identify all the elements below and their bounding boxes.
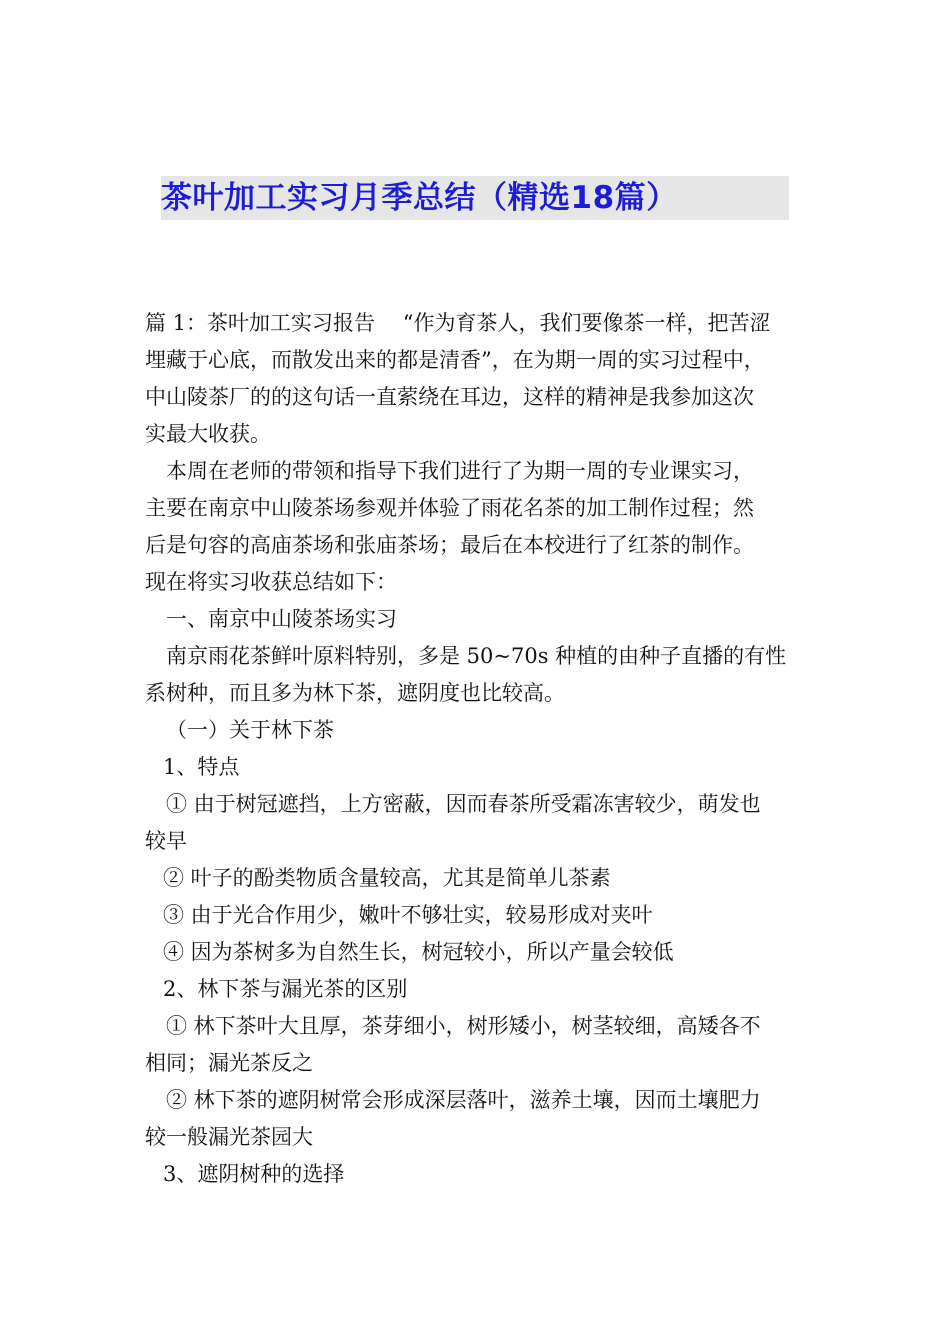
body-line: 南京雨花茶鲜叶原料特别，多是 50~70s 种植的由种子直播的有性 — [166, 644, 787, 668]
document-title: 茶叶加工实习月季总结（精选18篇） — [161, 180, 678, 216]
body-line: 主要在南京中山陵茶场参观并体验了雨花名茶的加工制作过程；然 — [145, 496, 754, 520]
body-line: 较一般漏光茶园大 — [145, 1125, 313, 1149]
body-line: 3、遮阴树种的选择 — [163, 1162, 345, 1186]
body-line: ④ 因为茶树多为自然生长，树冠较小，所以产量会较低 — [163, 940, 674, 964]
body-line: ③ 由于光合作用少，嫩叶不够壮实，较易形成对夹叶 — [163, 903, 653, 927]
body-line: ① 林下茶叶大且厚，茶芽细小，树形矮小，树茎较细，高矮各不 — [166, 1014, 761, 1038]
body-line: （一）关于林下茶 — [166, 718, 334, 742]
body-line: 一、南京中山陵茶场实习 — [166, 607, 397, 631]
body-line: 篇 1：茶叶加工实习报告 “作为育茶人，我们要像茶一样，把苦涩 — [145, 311, 771, 335]
body-line: ② 林下茶的遮阴树常会形成深层落叶，滋养土壤，因而土壤肥力 — [166, 1088, 761, 1112]
body-line: 相同；漏光茶反之 — [145, 1051, 313, 1075]
body-line: 实最大收获。 — [145, 422, 271, 446]
document-body — [145, 305, 810, 1193]
body-line: 后是句容的高庙茶场和张庙茶场；最后在本校进行了红茶的制作。 — [145, 533, 754, 557]
body-line: 现在将实习收获总结如下： — [145, 570, 397, 594]
body-line: ① 由于树冠遮挡，上方密蔽，因而春茶所受霜冻害较少，萌发也 — [166, 792, 761, 816]
body-line: 2、林下茶与漏光茶的区别 — [163, 977, 408, 1001]
title-highlight — [161, 176, 789, 220]
body-line: 系树种，而且多为林下茶，遮阴度也比较高。 — [145, 681, 565, 705]
body-line: 中山陵茶厂的的这句话一直萦绕在耳边，这样的精神是我参加这次 — [145, 385, 754, 409]
body-line: 较早 — [145, 829, 187, 853]
body-line: ② 叶子的酚类物质含量较高，尤其是简单儿茶素 — [163, 866, 611, 890]
body-line: 1、特点 — [163, 755, 240, 779]
body-line: 本周在老师的带领和指导下我们进行了为期一周的专业课实习， — [166, 459, 754, 483]
body-line: 埋藏于心底，而散发出来的都是清香”，在为期一周的实习过程中， — [145, 348, 765, 372]
